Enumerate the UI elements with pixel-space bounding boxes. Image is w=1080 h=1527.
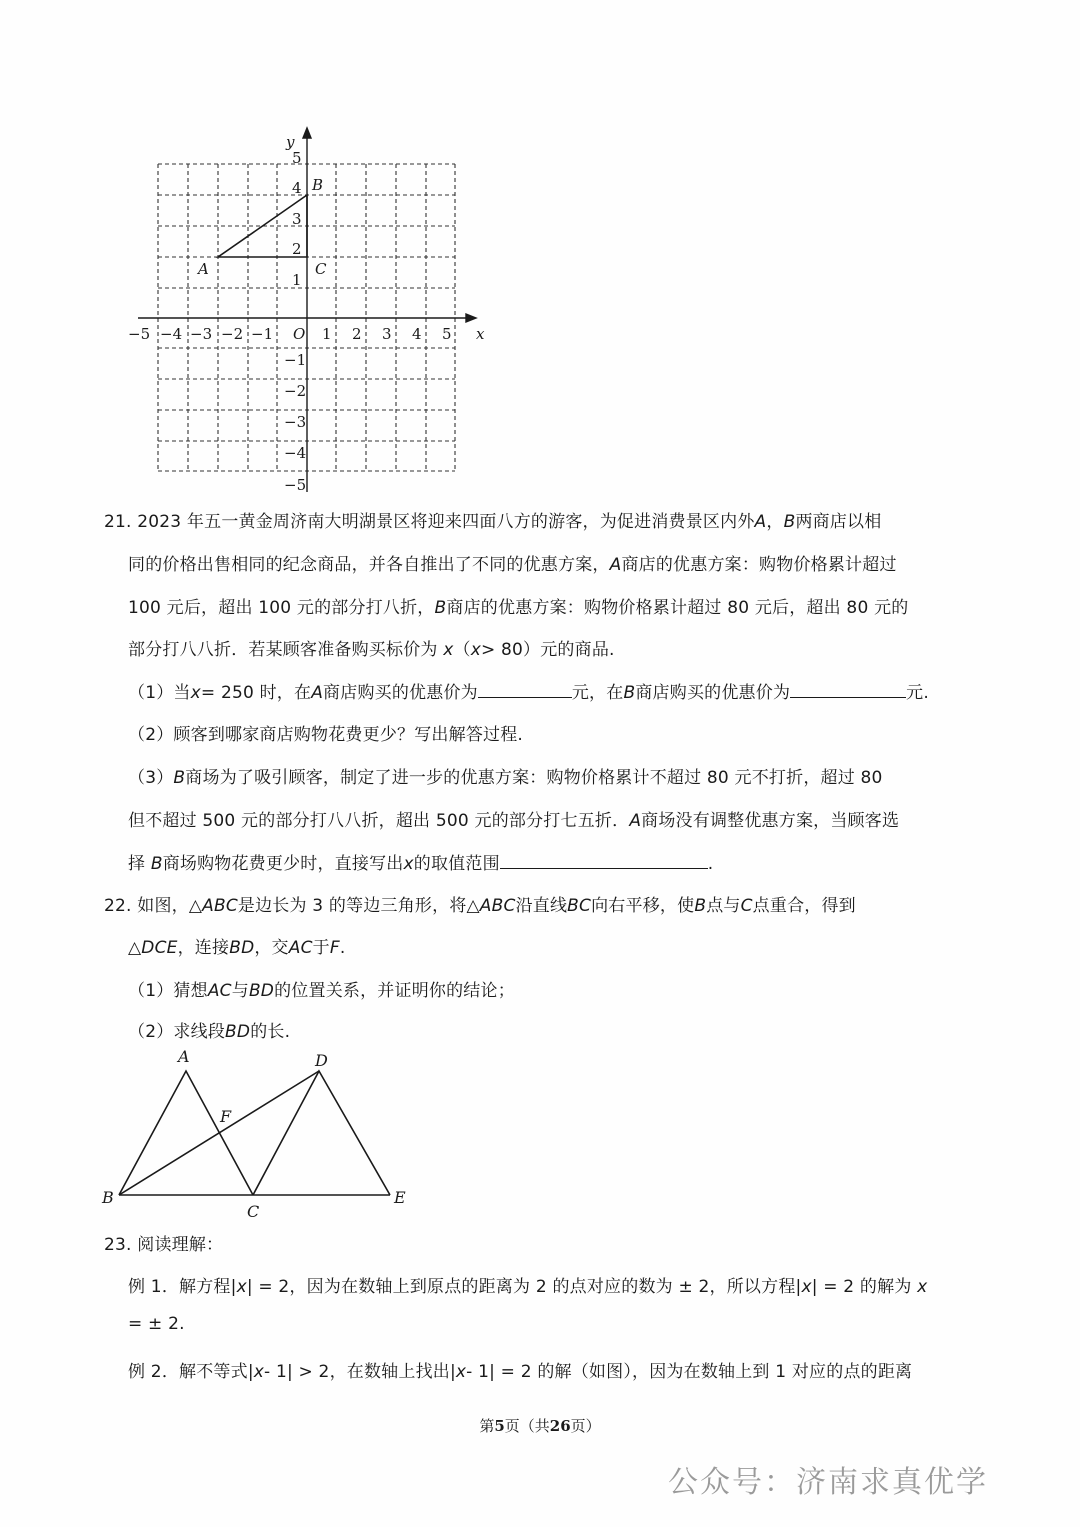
y-tick-label: −4 xyxy=(284,444,307,462)
text: 的长. xyxy=(250,1022,291,1042)
q21-part-3 xyxy=(128,763,883,788)
text: . xyxy=(339,938,346,958)
y-axis-arrow xyxy=(303,128,311,138)
text: B xyxy=(783,512,796,532)
text: x xyxy=(236,1277,247,1297)
q21-number: 21. xyxy=(104,512,132,532)
text: = 250 时，在 xyxy=(200,683,312,703)
answer-blank[interactable] xyxy=(790,681,906,698)
label-c: C xyxy=(247,1202,260,1221)
text: B xyxy=(173,768,186,788)
x-tick-label: 1 xyxy=(322,325,332,343)
text: 页） xyxy=(570,1417,601,1435)
x-tick-label: −1 xyxy=(251,325,274,343)
triangle-abc-edge xyxy=(119,1071,253,1195)
y-tick-label: −5 xyxy=(284,476,307,494)
x-tick-label: 3 xyxy=(382,325,392,343)
text: B xyxy=(694,896,707,916)
coordinate-grid-figure xyxy=(120,120,500,500)
text: | = 2 的解为 xyxy=(811,1277,912,1297)
q22-line-2 xyxy=(128,933,345,958)
text: x xyxy=(917,1277,928,1297)
text: x xyxy=(253,1362,265,1382)
text: 与 xyxy=(231,981,249,1001)
y-tick-label: 1 xyxy=(292,271,302,289)
text: x xyxy=(443,640,454,660)
text: 100 元后，超出 100 元的部分打八折， xyxy=(128,598,435,618)
q21-line-1 xyxy=(104,507,881,532)
text: BD xyxy=(248,981,275,1001)
text: x xyxy=(403,854,414,874)
x-axis-arrow xyxy=(466,314,476,322)
text: 阅读理解： xyxy=(137,1235,224,1255)
text: - 1| = 2 的解（如图），因为在数轴上到 1 对应的点的距离 xyxy=(466,1362,913,1382)
y-tick-label: −3 xyxy=(284,413,307,431)
text: 元，在 xyxy=(571,683,624,703)
segment-bd xyxy=(119,1071,319,1195)
text: 商店购买的优惠价为 xyxy=(635,683,791,703)
text: 是边长为 3 的等边三角形，将△ xyxy=(237,896,480,916)
x-tick-label: −5 xyxy=(128,325,151,343)
label-a: A xyxy=(178,1047,190,1066)
text: 同的价格出售相同的纪念商品，并各自推出了不同的优惠方案， xyxy=(128,555,610,575)
q21-line-3 xyxy=(128,593,908,618)
label-f: F xyxy=(220,1107,232,1126)
point-a-label: A xyxy=(198,260,209,278)
answer-blank[interactable] xyxy=(478,681,572,698)
y-tick-label: 3 xyxy=(292,210,302,228)
q22-line-1 xyxy=(104,891,856,916)
text: BC xyxy=(567,896,592,916)
text: x xyxy=(455,1362,467,1382)
q23-number: 23. xyxy=(104,1235,132,1255)
label-e: E xyxy=(394,1188,406,1207)
y-tick-label: 5 xyxy=(292,149,302,167)
text: F xyxy=(329,938,340,958)
page-footer xyxy=(0,1415,1080,1436)
text: BD xyxy=(229,938,255,958)
text: 商场购物花费更少时，直接写出 xyxy=(162,854,404,874)
q22-part-1 xyxy=(128,976,515,1001)
text: x xyxy=(190,683,201,703)
text: ABC xyxy=(479,896,516,916)
x-tick-label: −2 xyxy=(221,325,244,343)
text: C xyxy=(740,896,753,916)
x-tick-label: 5 xyxy=(442,325,452,343)
triangle-figure xyxy=(95,1040,425,1225)
text: 部分打八八折．若某顾客准备购买标价为 xyxy=(128,640,438,660)
text: （1）猜想 xyxy=(128,981,208,1001)
q21-part-3-line-3 xyxy=(128,849,713,874)
text: A xyxy=(629,811,642,831)
text: 如图，△ xyxy=(137,896,203,916)
text: 页（共 xyxy=(504,1417,550,1435)
text: B xyxy=(150,854,163,874)
y-axis-label: y xyxy=(286,133,295,151)
q23-example-2 xyxy=(128,1357,912,1382)
x-tick-label: 4 xyxy=(412,325,422,343)
text: - 1| > 2，在数轴上找出| xyxy=(264,1362,456,1382)
y-tick-label: 4 xyxy=(292,179,302,197)
text: 商场为了吸引顾客，制定了进一步的优惠方案：购物价格累计不超过 80 元不打折，超过 80 xyxy=(185,768,883,788)
text: 2023 年五一黄金周济南大明湖景区将迎来四面八方的游客，为促进消费景区内外 xyxy=(137,512,755,532)
x-tick-label: −4 xyxy=(160,325,183,343)
q23-example-1-line-2: = ± 2. xyxy=(128,1314,185,1334)
y-tick-label: −2 xyxy=(284,382,307,400)
point-b-label: B xyxy=(312,176,324,194)
text: （ xyxy=(453,640,471,660)
y-tick-label: 2 xyxy=(292,240,302,258)
text: B xyxy=(434,598,447,618)
text: x xyxy=(470,640,481,660)
text: ，交 xyxy=(254,938,289,958)
q21-line-4 xyxy=(128,635,615,660)
watermark: 公众号：济南求真优学 xyxy=(668,1465,988,1500)
text: 商场没有调整优惠方案，当顾客选 xyxy=(641,811,900,831)
answer-blank[interactable] xyxy=(500,852,708,869)
x-tick-label: 2 xyxy=(352,325,362,343)
text: 沿直线 xyxy=(515,896,568,916)
label-b: B xyxy=(102,1188,114,1207)
text: 点与 xyxy=(706,896,741,916)
page-number: 5 xyxy=(494,1417,505,1435)
text: | = 2，因为在数轴上到原点的距离为 2 的点对应的数为 ± 2，所以方程| xyxy=(246,1277,802,1297)
total-pages: 26 xyxy=(549,1417,571,1435)
q21-part-3-line-2 xyxy=(128,806,899,831)
text: 元. xyxy=(906,683,929,703)
q21-part-2: （2）顾客到哪家商店购物花费更少？写出解答过程. xyxy=(128,725,524,745)
text: 但不超过 500 元的部分打八八折，超出 500 元的部分打七五折． xyxy=(128,811,630,831)
q23-title xyxy=(104,1230,223,1255)
text: 商店的优惠方案：购物价格累计超过 80 元后，超出 80 元的 xyxy=(446,598,909,618)
text: 的位置关系，并证明你的结论； xyxy=(274,981,515,1001)
q22-part-2 xyxy=(128,1017,290,1042)
text: 两商店以相 xyxy=(795,512,882,532)
text: A xyxy=(609,555,622,575)
text: 商店的优惠方案：购物价格累计超过 xyxy=(621,555,897,575)
point-c-label: C xyxy=(315,260,327,278)
text: △ xyxy=(128,938,142,958)
text: （1）当 xyxy=(128,683,191,703)
text: 择 xyxy=(128,854,146,874)
q22-number: 22. xyxy=(104,896,132,916)
text: ，连接 xyxy=(177,938,230,958)
origin-label: O xyxy=(293,325,306,343)
text: DCE xyxy=(141,938,178,958)
text: AC xyxy=(207,981,232,1001)
text: x xyxy=(801,1277,812,1297)
text: BD xyxy=(225,1022,251,1042)
text: ABC xyxy=(202,896,238,916)
x-tick-label: −3 xyxy=(190,325,213,343)
q21-line-2 xyxy=(128,550,897,575)
text: 向右平移，使 xyxy=(591,896,695,916)
text: 点重合，得到 xyxy=(752,896,856,916)
text: 商店购买的优惠价为 xyxy=(323,683,478,703)
x-axis-label: x xyxy=(476,325,485,343)
text: ， xyxy=(766,512,784,532)
text: （2）求线段 xyxy=(128,1022,226,1042)
text: A xyxy=(311,683,324,703)
text: （3） xyxy=(128,768,174,788)
q23-example-1 xyxy=(128,1272,927,1297)
text: A xyxy=(754,512,767,532)
text: 于 xyxy=(312,938,330,958)
q21-part-1 xyxy=(128,678,929,703)
text: 第 xyxy=(479,1417,495,1435)
label-d: D xyxy=(315,1051,328,1070)
text: B xyxy=(623,683,636,703)
text: . xyxy=(707,854,714,874)
text: > 80）元的商品. xyxy=(480,640,615,660)
text: 的取值范围 xyxy=(413,854,500,874)
text: AC xyxy=(288,938,313,958)
text: 例 2．解不等式| xyxy=(128,1362,254,1382)
text: 例 1．解方程| xyxy=(128,1277,237,1297)
triangle-dce-edge xyxy=(253,1071,390,1195)
y-tick-label: −1 xyxy=(284,351,307,369)
